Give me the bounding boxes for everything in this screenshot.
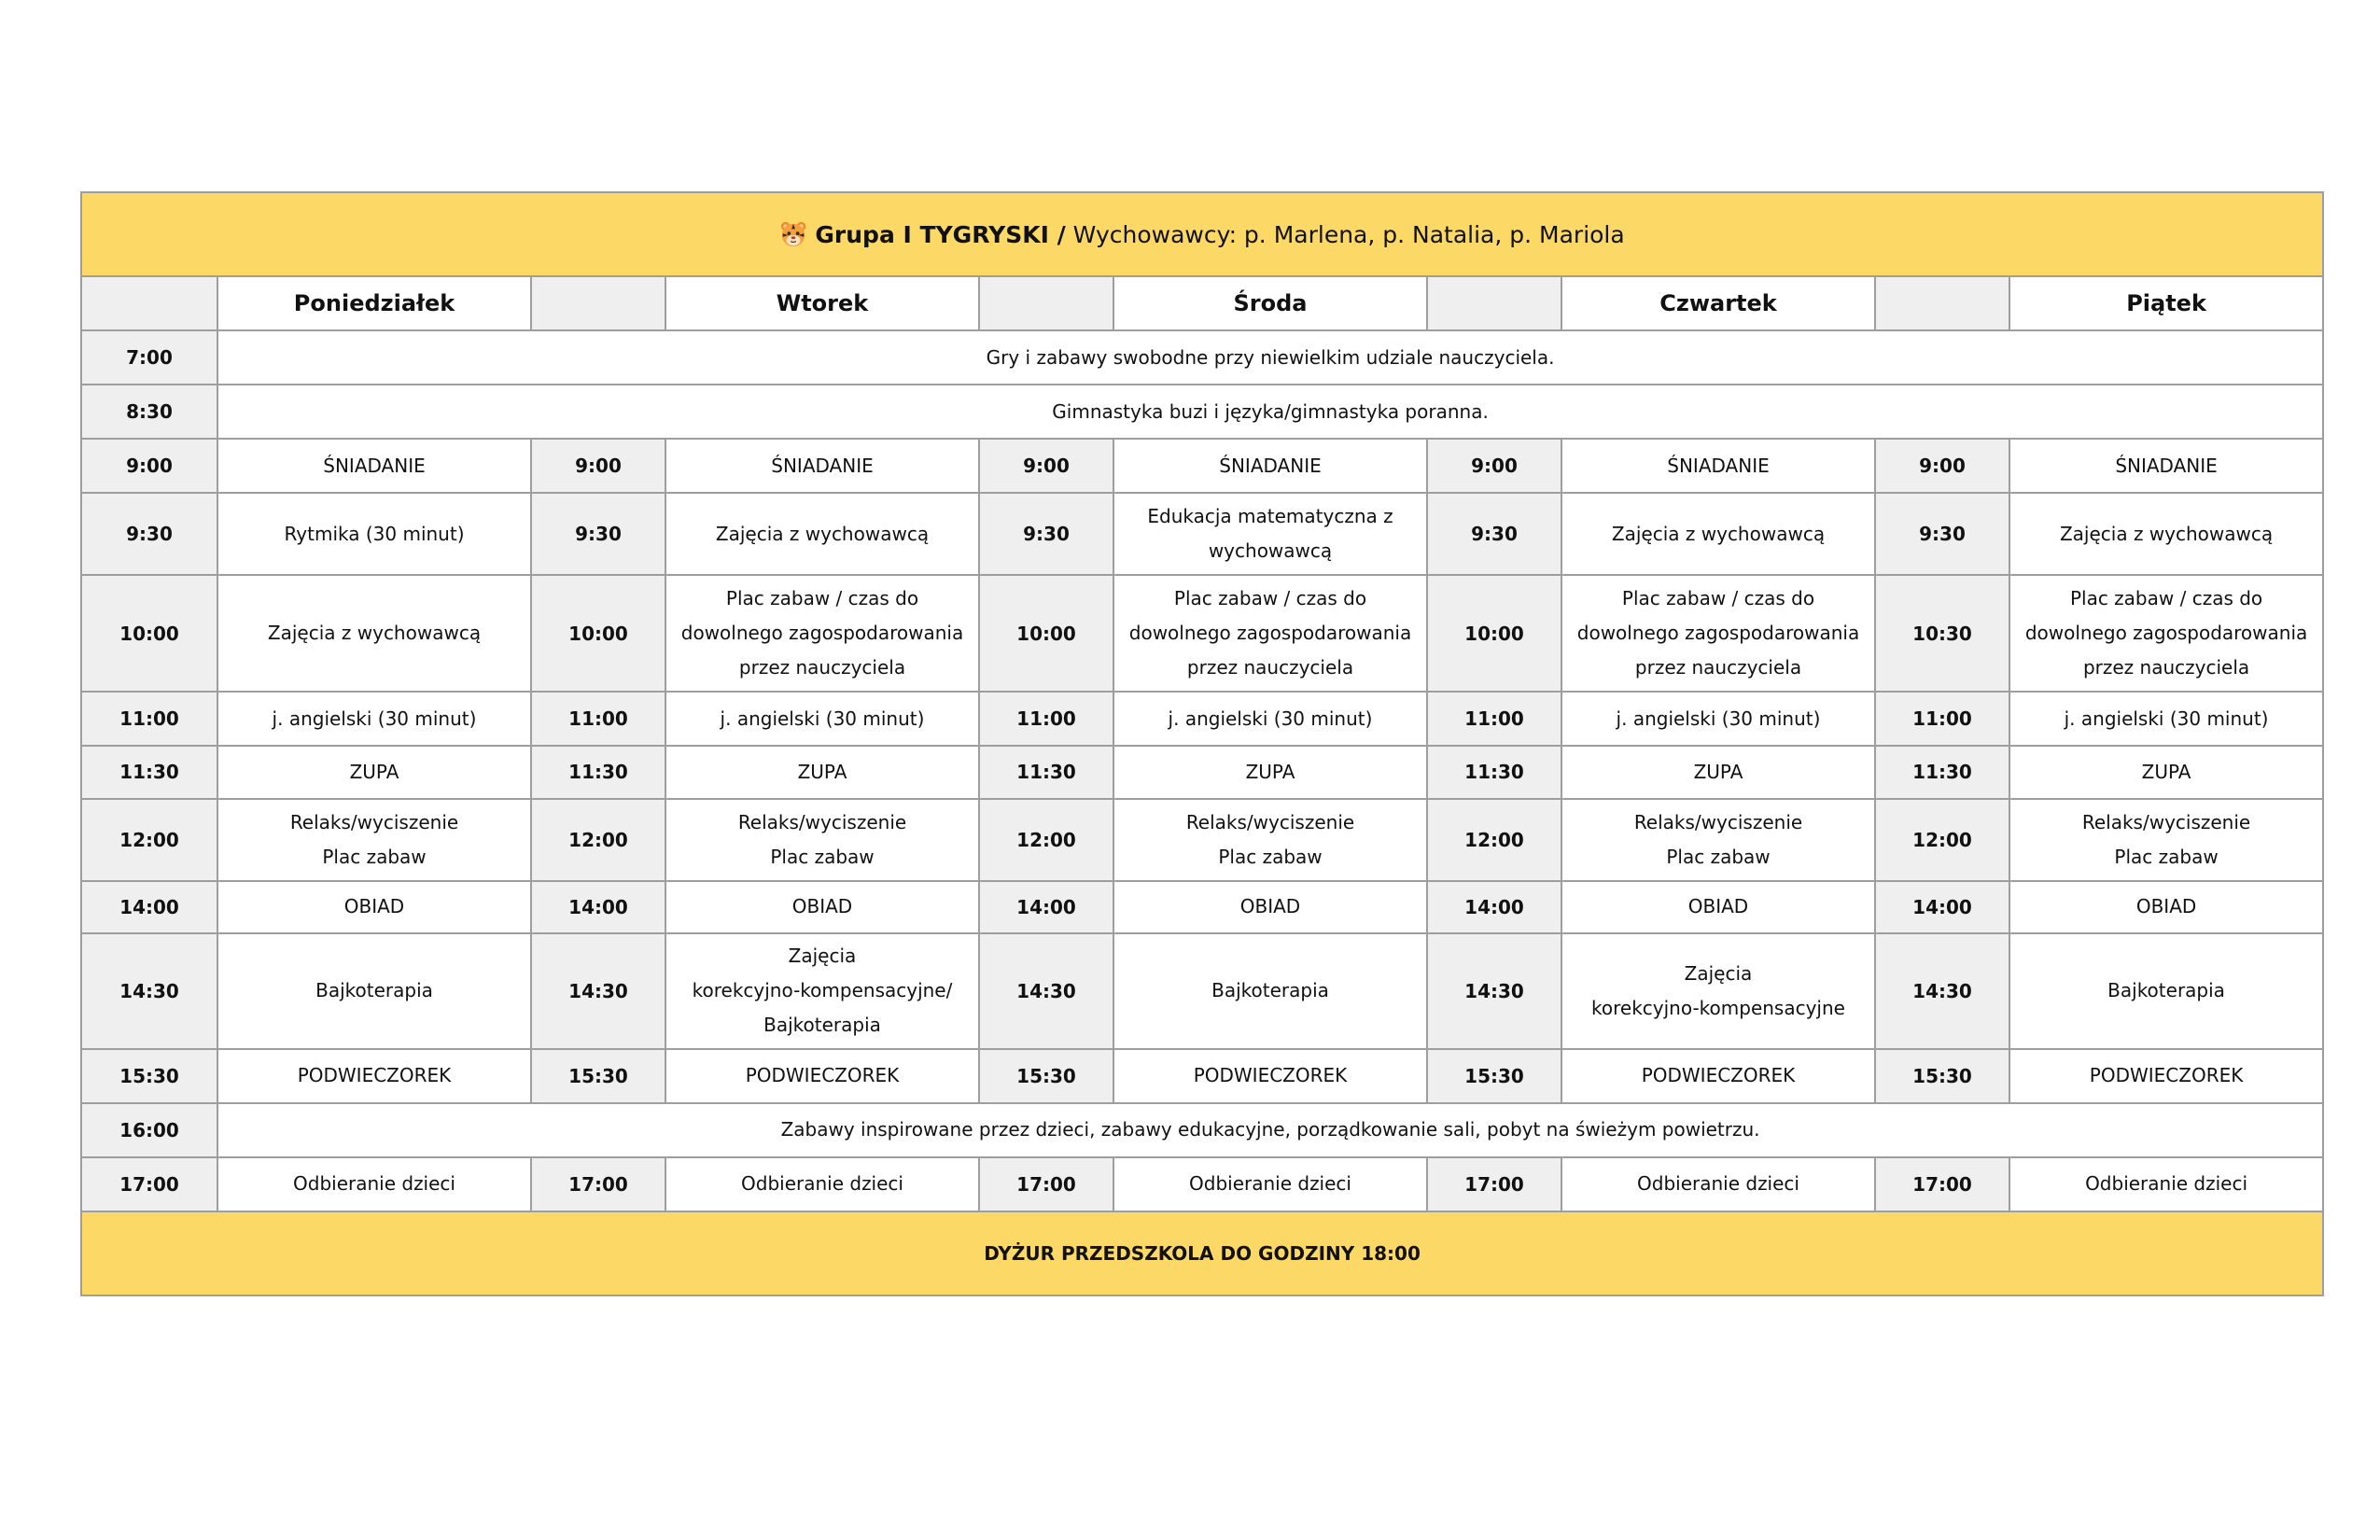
time-cell: 17:00 (1427, 1157, 1561, 1211)
activity-cell: ZUPA (665, 746, 979, 798)
day-header: Środa (1113, 276, 1427, 330)
time-cell: 12:00 (979, 799, 1113, 881)
time-cell: 12:00 (81, 799, 217, 881)
activity-cell: Plac zabaw / czas do dowolnego zagospodarowania przez nauczyciela (1113, 575, 1427, 692)
activity-cell: j. angielski (30 minut) (1113, 692, 1427, 746)
activity-cell: Odbieranie dzieci (1561, 1157, 1875, 1211)
activity-cell: j. angielski (30 minut) (665, 692, 979, 746)
tiger-icon (779, 220, 807, 248)
activity-cell: OBIAD (217, 881, 531, 933)
time-cell: 17:00 (531, 1157, 665, 1211)
time-cell: 7:00 (81, 330, 217, 385)
schedule-row (81, 493, 2323, 575)
activity-cell: ŚNIADANIE (1561, 439, 1875, 493)
activity-cell: OBIAD (665, 881, 979, 933)
time-cell: 9:30 (1875, 493, 2009, 575)
time-cell: 9:30 (531, 493, 665, 575)
activity-cell: Zajęcia z wychowawcą (665, 493, 979, 575)
time-cell: 9:30 (81, 493, 217, 575)
activity-cell: Zabawy inspirowane przez dzieci, zabawy edukacyjne, porządkowanie sali, pobyt na świeżym powietrzu. (217, 1103, 2323, 1157)
activity-cell: Zajęcia korekcyjno-kompensacyjne (1561, 933, 1875, 1049)
activity-cell: ZUPA (1113, 746, 1427, 798)
activity-cell: Bajkoterapia (1113, 933, 1427, 1049)
activity-cell: Zajęcia korekcyjno-kompensacyjne/ Bajkoterapia (665, 933, 979, 1049)
time-cell: 14:30 (1875, 933, 2009, 1049)
time-cell: 12:00 (1875, 799, 2009, 881)
time-cell: 8:30 (81, 385, 217, 439)
time-cell: 10:00 (531, 575, 665, 692)
activity-cell: PODWIECZOREK (2009, 1049, 2323, 1103)
activity-cell: PODWIECZOREK (665, 1049, 979, 1103)
activity-cell: OBIAD (2009, 881, 2323, 933)
time-cell: 9:00 (1875, 439, 2009, 493)
time-cell: 10:30 (1875, 575, 2009, 692)
activity-cell: Relaks/wyciszenie Plac zabaw (2009, 799, 2323, 881)
activity-cell: ZUPA (2009, 746, 2323, 798)
time-cell: 11:00 (531, 692, 665, 746)
days-header-row (81, 276, 2323, 330)
activity-cell: Gry i zabawy swobodne przy niewielkim udziale nauczyciela. (217, 330, 2323, 385)
schedule-row (81, 1103, 2323, 1157)
activity-cell: Rytmika (30 minut) (217, 493, 531, 575)
schedule-row (81, 439, 2323, 493)
teachers-text: Wychowawcy: p. Marlena, p. Natalia, p. Mariola (1072, 221, 1625, 249)
footer-text: DYŻUR PRZEDSZKOLA DO GODZINY 18:00 (984, 1241, 1421, 1265)
activity-cell: Odbieranie dzieci (2009, 1157, 2323, 1211)
time-cell: 11:00 (1875, 692, 2009, 746)
activity-cell: PODWIECZOREK (1113, 1049, 1427, 1103)
schedule-row (81, 385, 2323, 439)
activity-cell: j. angielski (30 minut) (217, 692, 531, 746)
schedule-row (81, 1157, 2323, 1211)
time-cell: 17:00 (979, 1157, 1113, 1211)
time-cell: 14:30 (81, 933, 217, 1049)
time-cell: 11:00 (979, 692, 1113, 746)
activity-cell: Relaks/wyciszenie Plac zabaw (217, 799, 531, 881)
activity-cell: PODWIECZOREK (217, 1049, 531, 1103)
time-cell: 11:30 (1427, 746, 1561, 798)
activity-cell: OBIAD (1113, 881, 1427, 933)
time-cell: 10:00 (979, 575, 1113, 692)
time-cell: 10:00 (1427, 575, 1561, 692)
time-cell: 16:00 (81, 1103, 217, 1157)
activity-cell: Plac zabaw / czas do dowolnego zagospodarowania przez nauczyciela (1561, 575, 1875, 692)
page-title (779, 221, 1624, 248)
time-cell: 15:30 (531, 1049, 665, 1103)
activity-cell: PODWIECZOREK (1561, 1049, 1875, 1103)
time-cell: 15:30 (81, 1049, 217, 1103)
time-cell: 14:00 (1875, 881, 2009, 933)
schedule-row (81, 933, 2323, 1049)
activity-cell: ZUPA (217, 746, 531, 798)
time-cell: 17:00 (81, 1157, 217, 1211)
activity-cell: Relaks/wyciszenie Plac zabaw (665, 799, 979, 881)
time-cell: 14:30 (531, 933, 665, 1049)
time-cell: 9:30 (979, 493, 1113, 575)
header-spacer (1427, 276, 1561, 330)
activity-cell: j. angielski (30 minut) (2009, 692, 2323, 746)
schedule-row (81, 799, 2323, 881)
activity-cell: Zajęcia z wychowawcą (1561, 493, 1875, 575)
time-cell: 12:00 (531, 799, 665, 881)
activity-cell: Relaks/wyciszenie Plac zabaw (1561, 799, 1875, 881)
schedule-row (81, 746, 2323, 798)
footer-row (81, 1211, 2323, 1295)
activity-cell: j. angielski (30 minut) (1561, 692, 1875, 746)
time-cell: 14:00 (531, 881, 665, 933)
time-cell: 15:30 (979, 1049, 1113, 1103)
activity-cell: Zajęcia z wychowawcą (217, 575, 531, 692)
activity-cell: Plac zabaw / czas do dowolnego zagospodarowania przez nauczyciela (665, 575, 979, 692)
time-cell: 11:00 (1427, 692, 1561, 746)
day-header: Czwartek (1561, 276, 1875, 330)
day-header: Piątek (2009, 276, 2323, 330)
activity-cell: Plac zabaw / czas do dowolnego zagospodarowania przez nauczyciela (2009, 575, 2323, 692)
activity-cell: Odbieranie dzieci (217, 1157, 531, 1211)
time-cell: 15:30 (1427, 1049, 1561, 1103)
time-cell: 9:00 (979, 439, 1113, 493)
activity-cell: Zajęcia z wychowawcą (2009, 493, 2323, 575)
activity-cell: Bajkoterapia (2009, 933, 2323, 1049)
header-spacer (531, 276, 665, 330)
schedule-row (81, 575, 2323, 692)
time-cell: 9:00 (531, 439, 665, 493)
time-cell: 11:00 (81, 692, 217, 746)
time-cell: 14:00 (979, 881, 1113, 933)
activity-cell: ŚNIADANIE (665, 439, 979, 493)
schedule-row (81, 1049, 2323, 1103)
schedule-row (81, 881, 2323, 933)
activity-cell: Odbieranie dzieci (665, 1157, 979, 1211)
activity-cell: ŚNIADANIE (1113, 439, 1427, 493)
activity-cell: Edukacja matematyczna z wychowawcą (1113, 493, 1427, 575)
activity-cell: ŚNIADANIE (217, 439, 531, 493)
time-cell: 11:30 (1875, 746, 2009, 798)
time-cell: 12:00 (1427, 799, 1561, 881)
header-spacer (979, 276, 1113, 330)
time-cell: 9:00 (1427, 439, 1561, 493)
day-header: Poniedziałek (217, 276, 531, 330)
time-cell: 14:30 (979, 933, 1113, 1049)
footer-banner (81, 1211, 2323, 1295)
activity-cell: Relaks/wyciszenie Plac zabaw (1113, 799, 1427, 881)
title-banner (81, 192, 2323, 276)
time-cell: 15:30 (1875, 1049, 2009, 1103)
time-cell: 17:00 (1875, 1157, 2009, 1211)
time-cell: 14:00 (1427, 881, 1561, 933)
activity-cell: Odbieranie dzieci (1113, 1157, 1427, 1211)
day-header: Wtorek (665, 276, 979, 330)
time-cell: 9:00 (81, 439, 217, 493)
activity-cell: Gimnastyka buzi i języka/gimnastyka poranna. (217, 385, 2323, 439)
schedule-row (81, 692, 2323, 746)
activity-cell: Bajkoterapia (217, 933, 531, 1049)
schedule-table (80, 191, 2324, 1296)
header-spacer (1875, 276, 2009, 330)
time-cell: 10:00 (81, 575, 217, 692)
header-spacer (81, 276, 217, 330)
group-name: Grupa I TYGRYSKI / (815, 221, 1066, 249)
time-cell: 11:30 (531, 746, 665, 798)
time-cell: 11:30 (81, 746, 217, 798)
activity-cell: OBIAD (1561, 881, 1875, 933)
time-cell: 14:30 (1427, 933, 1561, 1049)
activity-cell: ŚNIADANIE (2009, 439, 2323, 493)
time-cell: 11:30 (979, 746, 1113, 798)
activity-cell: ZUPA (1561, 746, 1875, 798)
time-cell: 9:30 (1427, 493, 1561, 575)
title-row (81, 192, 2323, 276)
schedule-row (81, 330, 2323, 385)
time-cell: 14:00 (81, 881, 217, 933)
